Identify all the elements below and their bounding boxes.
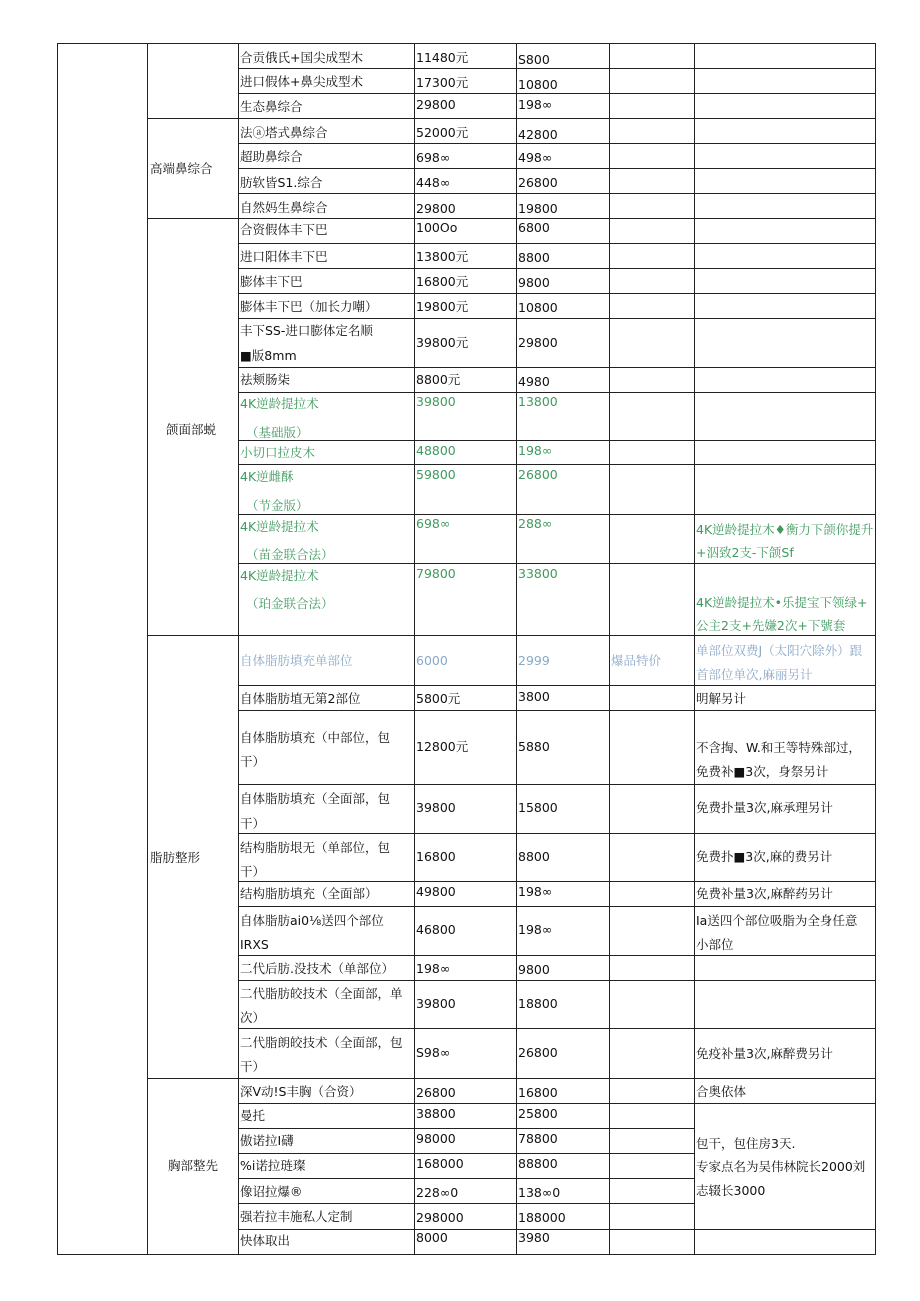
item-name: %i诺拉琏璨 bbox=[240, 1158, 306, 1173]
item-sale-price: 3800 bbox=[518, 689, 550, 704]
item-name: 快体取出 bbox=[240, 1233, 291, 1248]
item-price: 12800元 bbox=[416, 739, 469, 754]
item-price: S98∞ bbox=[416, 1045, 451, 1060]
item-note: 不含掏、W.和王等特殊部过， bbox=[696, 740, 861, 755]
item-sale-price: 3980 bbox=[518, 1230, 550, 1245]
item-name: 强若拉丰施私人定制 bbox=[240, 1209, 353, 1224]
item-name-line2: 干） bbox=[240, 816, 266, 831]
item-name: 4K逆龄提拉术 bbox=[240, 396, 319, 411]
item-price: 38800 bbox=[416, 1106, 456, 1121]
item-note-line2: 公主2支+先嫌2次+下號套 bbox=[696, 618, 846, 633]
item-sale-price: 78800 bbox=[518, 1131, 558, 1146]
breast-note-line3: 志辍长3000 bbox=[696, 1183, 766, 1198]
item-name: 超助鼻综合 bbox=[240, 149, 303, 164]
item-name-line2: （苗金联合法） bbox=[246, 547, 334, 562]
item-sale-price: 288∞ bbox=[518, 516, 553, 531]
item-sale-price: 4980 bbox=[518, 374, 550, 389]
item-sale-price: 33800 bbox=[518, 566, 558, 581]
item-price: 448∞ bbox=[416, 175, 451, 190]
item-price: 13800元 bbox=[416, 249, 469, 264]
item-price: 698∞ bbox=[416, 150, 451, 165]
category-breast: 胸部整先 bbox=[168, 1158, 219, 1173]
item-sale-price: 88800 bbox=[518, 1156, 558, 1171]
item-price: 49800 bbox=[416, 884, 456, 899]
item-price: 59800 bbox=[416, 467, 456, 482]
item-note: 4K逆龄提拉木♦衡力下颌你提升 bbox=[696, 522, 874, 537]
item-name: 傲诺拉I礴 bbox=[240, 1133, 294, 1148]
item-price: 298000 bbox=[416, 1210, 464, 1225]
item-sale-price: 2999 bbox=[518, 653, 550, 668]
item-name: 二代脂朗皎技术（全面部，包 bbox=[240, 1035, 403, 1050]
item-name: 二代脂肪皎技术（全面部，单 bbox=[240, 986, 403, 1001]
item-name-line2: （珀金联合法） bbox=[246, 596, 334, 611]
item-price: 698∞ bbox=[416, 516, 451, 531]
item-price: 52000元 bbox=[416, 125, 469, 140]
item-name: 自体脂肪填充（全面部，包 bbox=[240, 791, 391, 806]
item-name-line2: ■版8mm bbox=[240, 348, 297, 363]
item-note: 合奥依体 bbox=[696, 1084, 747, 1099]
item-note-line2: +泅致2支-下颌Sf bbox=[696, 545, 794, 560]
item-price: 198∞ bbox=[416, 961, 451, 976]
item-price: 39800元 bbox=[416, 335, 469, 350]
category-fat: 脂肪整形 bbox=[150, 850, 201, 865]
item-name: 合资假体丰下巴 bbox=[240, 222, 328, 237]
item-name-line2: 次） bbox=[240, 1010, 266, 1025]
item-name: 自然妈生鼻综合 bbox=[240, 200, 328, 215]
item-sale-price: 198∞ bbox=[518, 884, 553, 899]
item-name: 4K逆雌酥 bbox=[240, 469, 294, 484]
item-note: 免费扑■3次,麻的费另计 bbox=[696, 849, 833, 864]
item-name: 深V动!S丰胸（合资） bbox=[240, 1084, 362, 1099]
item-sale-price: 198∞ bbox=[518, 443, 553, 458]
item-name: 像诏拉爆® bbox=[240, 1184, 303, 1199]
item-sale-price: 29800 bbox=[518, 335, 558, 350]
item-sale-price: 25800 bbox=[518, 1106, 558, 1121]
item-sale-price: 18800 bbox=[518, 996, 558, 1011]
item-price: 8800元 bbox=[416, 372, 461, 387]
item-price: 17300元 bbox=[416, 75, 469, 90]
item-sale-price: 8800 bbox=[518, 849, 550, 864]
item-price: 79800 bbox=[416, 566, 456, 581]
item-name: 4K逆龄提拉术 bbox=[240, 519, 319, 534]
item-name: 结构脂肪填充（全面部） bbox=[240, 886, 378, 901]
item-name: 祛颊肠柒 bbox=[240, 372, 291, 387]
item-name: 进口阳体丰下巴 bbox=[240, 249, 328, 264]
item-name: 合贡俄氏+国尖成型木 bbox=[240, 50, 363, 65]
item-sale-price: 6800 bbox=[518, 220, 550, 235]
item-name: 二代后肪.没技术（单部位） bbox=[240, 961, 394, 976]
item-name: 自体脂肪ai0⅛送四个部位 bbox=[240, 913, 384, 928]
item-price: 8000 bbox=[416, 1230, 448, 1245]
item-price: 98000 bbox=[416, 1131, 456, 1146]
item-name: 肪软皆S1.综合 bbox=[240, 175, 323, 190]
item-name: 膨体丰下巴（加长力嘲） bbox=[240, 299, 378, 314]
item-sale-price: 26800 bbox=[518, 175, 558, 190]
item-price: 29800 bbox=[416, 97, 456, 112]
item-name: 自体脂肪埴无第2部位 bbox=[240, 691, 361, 706]
item-price: 100Oo bbox=[416, 220, 458, 235]
item-note-line2: 首部位单次,麻丽另计 bbox=[696, 667, 813, 682]
item-sale-price: 9800 bbox=[518, 275, 550, 290]
item-price: 19800元 bbox=[416, 299, 469, 314]
item-sale-price: 15800 bbox=[518, 800, 558, 815]
item-note: 免疫补量3次,麻醉费另计 bbox=[696, 1046, 833, 1061]
item-price: 11480元 bbox=[416, 50, 469, 65]
breast-note-line2: 专家点名为吴伟林院长2000刘 bbox=[696, 1159, 866, 1174]
item-name: 结构脂肪垠无（单部位，包 bbox=[240, 840, 391, 855]
item-sale-price: 10800 bbox=[518, 300, 558, 315]
item-price: 228∞0 bbox=[416, 1185, 459, 1200]
item-tag: 爆品特价 bbox=[611, 653, 662, 668]
item-name: 丰下SS-进口膨体定名顺 bbox=[240, 323, 373, 338]
item-price: 29800 bbox=[416, 201, 456, 216]
item-name: 法ⓐ塔式鼻综合 bbox=[240, 125, 328, 140]
item-price: 26800 bbox=[416, 1085, 456, 1100]
item-sale-price: 19800 bbox=[518, 201, 558, 216]
item-sale-price: S800 bbox=[518, 52, 550, 67]
item-price: 48800 bbox=[416, 443, 456, 458]
item-sale-price: 13800 bbox=[518, 394, 558, 409]
item-sale-price: 198∞ bbox=[518, 97, 553, 112]
item-name: 进口假体+鼻尖成型术 bbox=[240, 74, 363, 89]
item-sale-price: 9800 bbox=[518, 962, 550, 977]
breast-note-line1: 包干，包住房3天. bbox=[696, 1136, 796, 1151]
category-face: 颌面部蜕 bbox=[166, 422, 217, 437]
item-sale-price: 188000 bbox=[518, 1210, 566, 1225]
item-sale-price: 198∞ bbox=[518, 922, 553, 937]
item-price: 39800 bbox=[416, 996, 456, 1011]
item-note: 4K逆龄提拉术•乐提宝下领绿+ bbox=[696, 595, 868, 610]
item-name: 小切口拉皮木 bbox=[240, 445, 316, 460]
item-price: 5800元 bbox=[416, 691, 461, 706]
item-sale-price: 10800 bbox=[518, 77, 558, 92]
item-sale-price: 16800 bbox=[518, 1085, 558, 1100]
item-price: 39800 bbox=[416, 800, 456, 815]
item-name: 4K逆龄提拉术 bbox=[240, 568, 319, 583]
item-sale-price: 498∞ bbox=[518, 150, 553, 165]
item-price: 46800 bbox=[416, 922, 456, 937]
item-name: 曼托 bbox=[240, 1108, 266, 1123]
item-name: 生态鼻综合 bbox=[240, 99, 303, 114]
item-note: 明解另计 bbox=[696, 691, 747, 706]
item-sale-price: 138∞0 bbox=[518, 1185, 561, 1200]
item-name: 自体脂肪填充单部位 bbox=[240, 653, 353, 668]
item-name-line2: IRXS bbox=[240, 937, 269, 952]
item-note-line2: 免费补■3次，身祭另计 bbox=[696, 764, 829, 779]
item-price: 6000 bbox=[416, 653, 448, 668]
item-name-line2: 干） bbox=[240, 754, 266, 769]
item-price: 16800元 bbox=[416, 274, 469, 289]
item-note: 免费补量3次,麻醉药另计 bbox=[696, 886, 833, 901]
item-sale-price: 8800 bbox=[518, 250, 550, 265]
item-price: 168000 bbox=[416, 1156, 464, 1171]
item-sale-price: 26800 bbox=[518, 467, 558, 482]
item-name-line2: 干） bbox=[240, 864, 266, 879]
item-sale-price: 42800 bbox=[518, 127, 558, 142]
item-sale-price: 5880 bbox=[518, 739, 550, 754]
item-price: 16800 bbox=[416, 849, 456, 864]
item-note-line2: 小部位 bbox=[696, 937, 734, 952]
item-note: Ia送四个部位吸脂为全身任意 bbox=[696, 913, 858, 928]
item-name: 自体脂肪填充（中部位，包 bbox=[240, 730, 391, 745]
item-name-line2: 干） bbox=[240, 1059, 266, 1074]
item-note: 单部位双费J（太阳穴除外）跟 bbox=[696, 643, 863, 658]
item-name-line2: （节金版） bbox=[246, 498, 309, 513]
category-nose: 高端鼻综合 bbox=[150, 161, 213, 176]
item-name-line2: （基础版） bbox=[246, 425, 309, 440]
item-sale-price: 26800 bbox=[518, 1045, 558, 1060]
item-name: 膨体丰下巴 bbox=[240, 274, 303, 289]
item-note: 免费扑量3次,麻承理另计 bbox=[696, 800, 833, 815]
item-price: 39800 bbox=[416, 394, 456, 409]
